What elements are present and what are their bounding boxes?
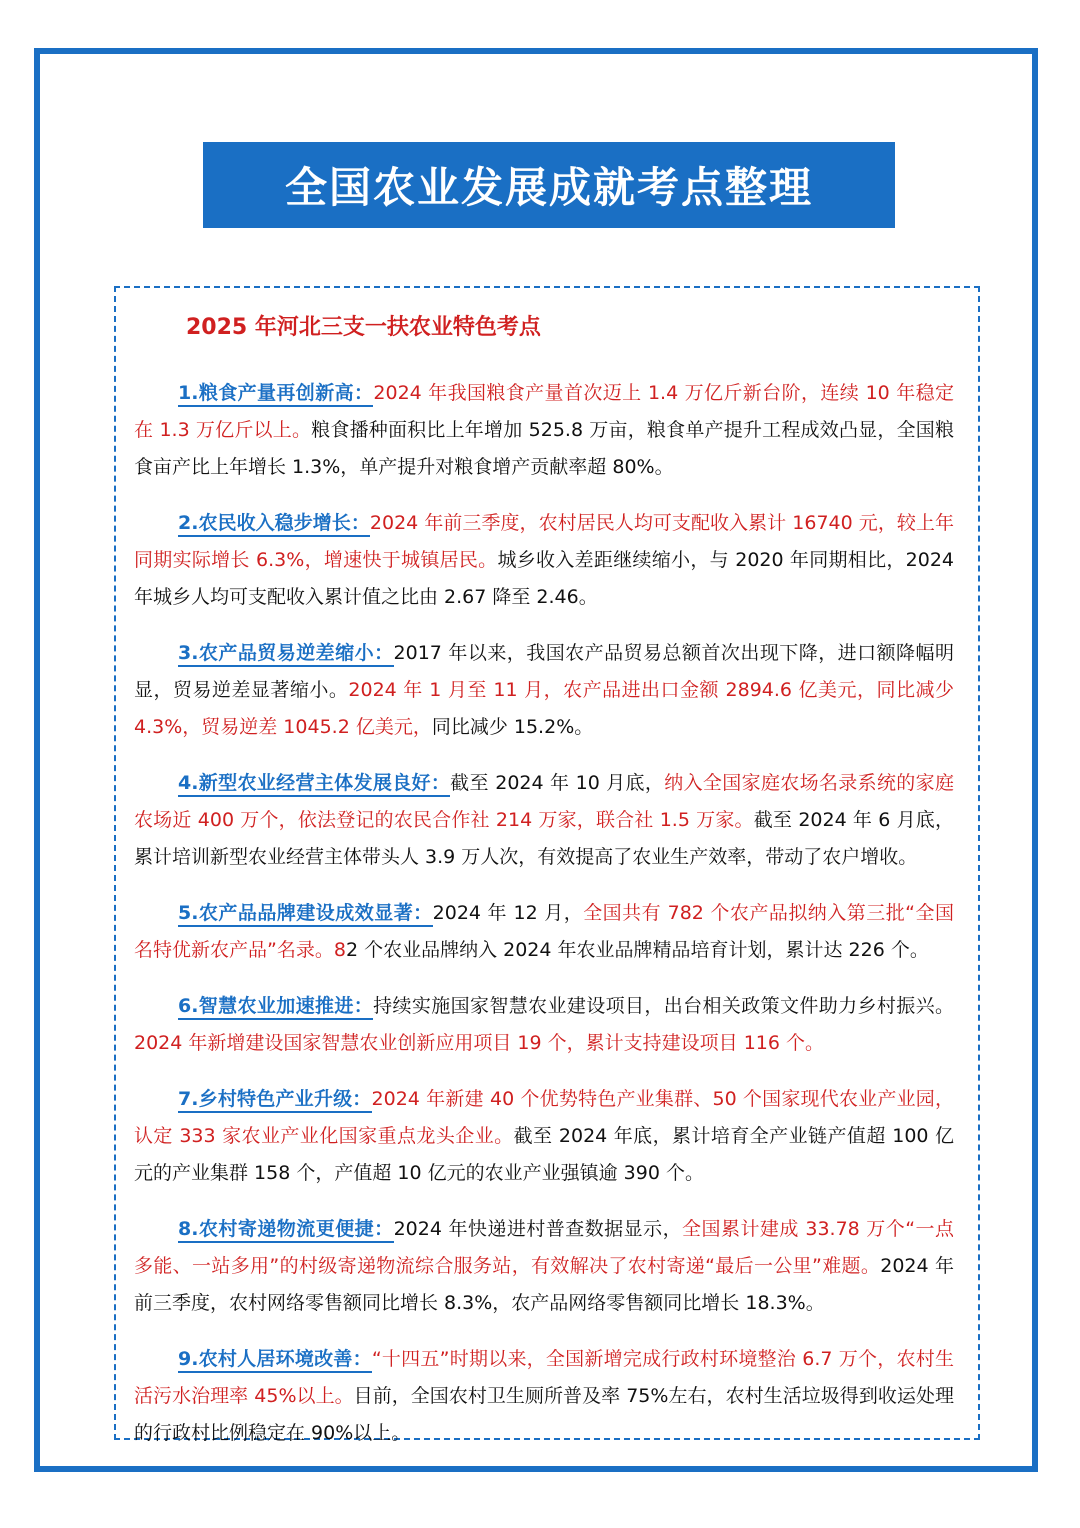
section-subtitle: 2025 年河北三支一扶农业特色考点 [186,315,541,340]
body-text: 截至 2024 年底，累计培育全产业链产值超 100 亿元的产业集群 158 个，产值超 10 亿元的农业产业强镇逾 390 个。 [134,1125,954,1184]
exam-points-list [134,356,954,1454]
body-text: 2024 年前三季度，农村网络零售额同比增长 8.3%，农产品网络零售额同比增长 18.3%。 [134,1255,954,1314]
highlight-text: 2024 年新建 40 个优势特色产业集群、50 个国家现代农业产业园，认定 333 家农业产业化国家重点龙头企业。 [134,1088,954,1147]
body-text: 粮食播种面积比上年增加 525.8 万亩，粮食单产提升工程成效凸显，全国粮食亩产比上年增长 1.3%，单产提升对粮食增产贡献率超 80%。 [134,419,954,478]
list-item [134,1211,954,1322]
body-text: 截至 2024 年 6 月底，累计培训新型农业经营主体带头人 3.9 万人次，有效提高了农业生产效率，带动了农户增收。 [134,809,954,868]
body-text: 2024 年快递进村普查数据显示， [393,1218,683,1240]
highlight-text: 纳入全国家庭农场名录系统的家庭农场近 400 万个，依法登记的农民合作社 214 万家，联合社 1.5 万家。 [134,772,954,831]
list-item [134,988,954,1062]
item-heading: 4.新型农业经营主体发展良好： [178,772,450,797]
highlight-text: 全国共有 782 个农产品拟纳入第三批“全国名特优新农产品”名录。8 [134,902,954,961]
list-item [134,635,954,746]
list-item [134,505,954,616]
highlight-text: “十四五”时期以来，全国新增完成行政村环境整治 6.7 万个，农村生活污水治理率 45%以上。 [134,1348,954,1407]
highlight-text: 2024 年新增建设国家智慧农业创新应用项目 19 个，累计支持建设项目 116 个。 [134,1032,824,1054]
item-heading: 5.农产品品牌建设成效显著： [178,902,433,927]
item-heading: 9.农村人居环境改善： [178,1348,372,1373]
body-text: 截至 2024 年 10 月底， [450,772,665,794]
body-text: 2017 年以来，我国农产品贸易总额首次出现下降，进口额降幅明显，贸易逆差显著缩小。 [134,642,954,701]
body-text: 2 个农业品牌纳入 2024 年农业品牌精品培育计划，累计达 226 个。 [345,939,929,961]
body-text: 持续实施国家智慧农业建设项目，出台相关政策文件助力乡村振兴。 [373,995,954,1017]
list-item [134,895,954,969]
item-heading: 7.乡村特色产业升级： [178,1088,372,1113]
body-text: 同比减少 15.2%。 [431,716,594,738]
item-heading: 1.粮食产量再创新高： [178,382,373,407]
highlight-text: 2024 年 1 月至 11 月，农产品进出口金额 2894.6 亿美元，同比减少 4.3%，贸易逆差 1045.2 亿美元， [134,679,954,738]
highlight-text: 2024 年我国粮食产量首次迈上 1.4 万亿斤新台阶，连续 10 年稳定在 1.3 万亿斤以上。 [134,382,954,441]
item-heading: 3.农产品贸易逆差缩小： [178,642,394,667]
item-heading: 6.智慧农业加速推进： [178,995,373,1020]
list-item [134,375,954,486]
highlight-text: 2024 年前三季度，农村居民人均可支配收入累计 16740 元，较上年同期实际增长 6.3%，增速快于城镇居民。 [134,512,954,571]
item-heading: 8.农村寄递物流更便捷： [178,1218,394,1243]
page-title: 全国农业发展成就考点整理 [203,142,895,228]
body-text: 2024 年 12 月， [432,902,584,924]
body-text: 目前，全国农村卫生厕所普及率 75%左右，农村生活垃圾得到收运处理的行政村比例稳定在 90%以上。 [134,1385,954,1444]
list-item [134,765,954,876]
list-item [134,1341,954,1452]
highlight-text: 全国累计建成 33.78 万个“一点多能、一站多用”的村级寄递物流综合服务站，有效解决了农村寄递“最后一公里”难题。 [134,1218,954,1277]
list-item [134,1081,954,1192]
body-text: 城乡收入差距继续缩小，与 2020 年同期相比，2024 年城乡人均可支配收入累计值之比由 2.67 降至 2.46。 [134,549,955,608]
item-heading: 2.农民收入稳步增长： [178,512,370,537]
